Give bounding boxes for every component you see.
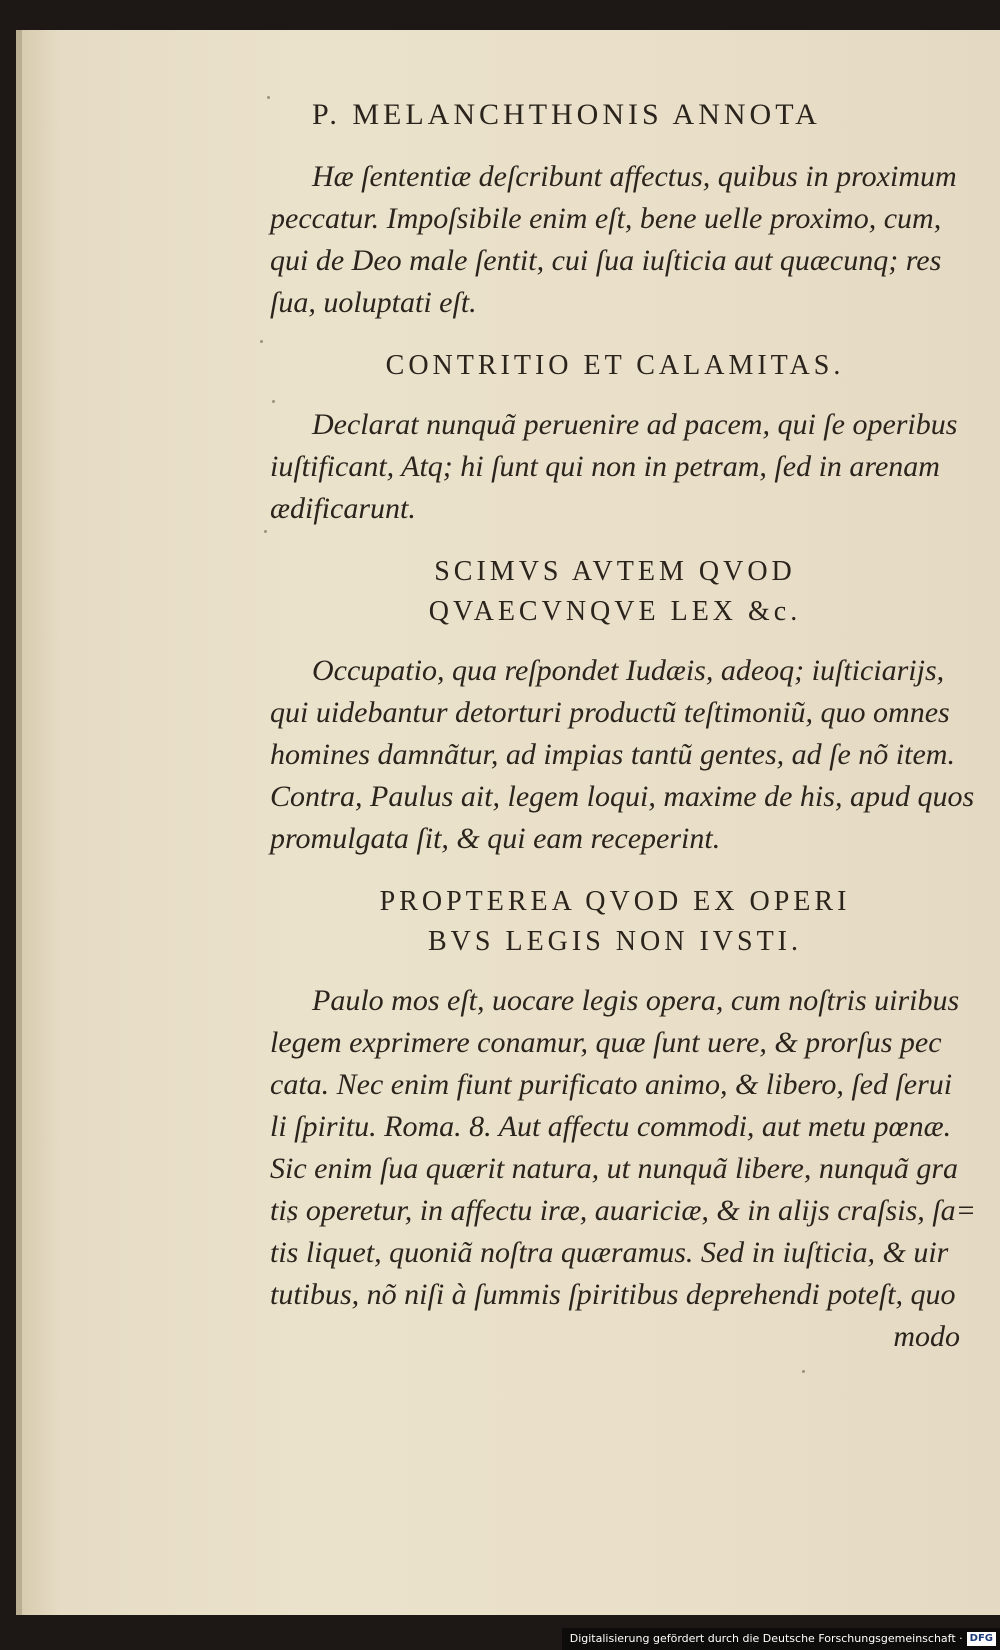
- text-line: Contra, Paulus ait, legem loqui, maxime de his, apud quos: [270, 780, 975, 813]
- text-line: Hæ ſententiæ deſcribunt affectus, quibus in proximum: [312, 160, 957, 193]
- text-line: ſua, uoluptati eſt.: [270, 286, 477, 319]
- dfg-logo: DFG: [967, 1632, 996, 1646]
- text-line: tutibus, nõ niſi à ſummis ſpiritibus deprehendi poteſt, quo: [270, 1278, 956, 1311]
- text-line: cata. Nec enim fiunt purificato animo, & libero, ſed ſerui: [270, 1068, 953, 1101]
- credit-text: Digitalisierung gefördert durch die Deutsche Forschungsgemeinschaft ·: [569, 1632, 963, 1645]
- text-line: homines damnãtur, ad impias tantũ gentes, ad ſe nõ item.: [270, 738, 955, 771]
- text-line: Sic enim ſua quærit natura, ut nunquã libere, nunquã gra: [270, 1152, 959, 1185]
- text-block: [270, 98, 976, 1358]
- catchword: modo: [893, 1320, 960, 1353]
- text-line: peccatur. Impoſsibile enim eſt, bene uelle proximo, cum,: [270, 202, 942, 235]
- text-line: iuſtificant, Atq; hi ſunt qui non in petram, ſed in arenam: [270, 450, 940, 483]
- paragraph-4: [270, 980, 976, 1358]
- text-line: ædificarunt.: [270, 492, 416, 525]
- paper-speck: [260, 340, 263, 343]
- digitization-credit-bar: [562, 1628, 1000, 1650]
- text-line: Paulo mos eſt, uocare legis opera, cum noſtris uiribus: [312, 984, 960, 1017]
- text-line: Declarat nunquã peruenire ad pacem, qui ſe operibus: [312, 408, 958, 441]
- text-line: tis liquet, quoniã noſtra quæramus. Sed in iuſticia, & uir: [270, 1236, 949, 1269]
- text-line: li ſpiritu. Roma. 8. Aut affectu commodi, aut metu pœnæ.: [270, 1110, 952, 1143]
- text-line: qui de Deo male ſentit, cui ſua iuſticia aut quæcunq; res: [270, 244, 942, 277]
- running-head: P. MELANCHTHONIS ANNOTA: [312, 98, 821, 131]
- paragraph-3: [270, 650, 975, 860]
- heading-line: CONTRITIO ET CALAMITAS.: [385, 350, 845, 381]
- heading-line: BVS LEGIS NON IVSTI.: [428, 926, 802, 957]
- text-line: legem exprimere conamur, quæ ſunt uere, & prorſus pec: [270, 1026, 942, 1059]
- section-heading-contritio: [270, 346, 960, 386]
- section-heading-propterea: [270, 882, 960, 962]
- text-line: qui uidebantur detorturi productũ teſtimoniũ, quo omnes: [270, 696, 950, 729]
- paragraph-2: [270, 404, 960, 530]
- section-heading-scimus: [270, 552, 960, 632]
- paper-speck: [264, 530, 267, 533]
- heading-line: QVAECVNQVE LEX &c.: [428, 596, 802, 627]
- text-line: Occupatio, qua reſpondet Iudæis, adeoq; iuſticiarijs,: [312, 654, 945, 687]
- paper-speck: [802, 1370, 805, 1373]
- heading-line: SCIMVS AVTEM QVOD: [434, 556, 796, 587]
- text-line: promulgata ſit, & qui eam receperint.: [270, 822, 721, 855]
- text-line: tis operetur, in affectu iræ, auariciæ, & in alijs craſsis, ſa=: [270, 1194, 976, 1227]
- heading-line: PROPTEREA QVOD EX OPERI: [379, 886, 851, 917]
- paragraph-1: [270, 156, 960, 324]
